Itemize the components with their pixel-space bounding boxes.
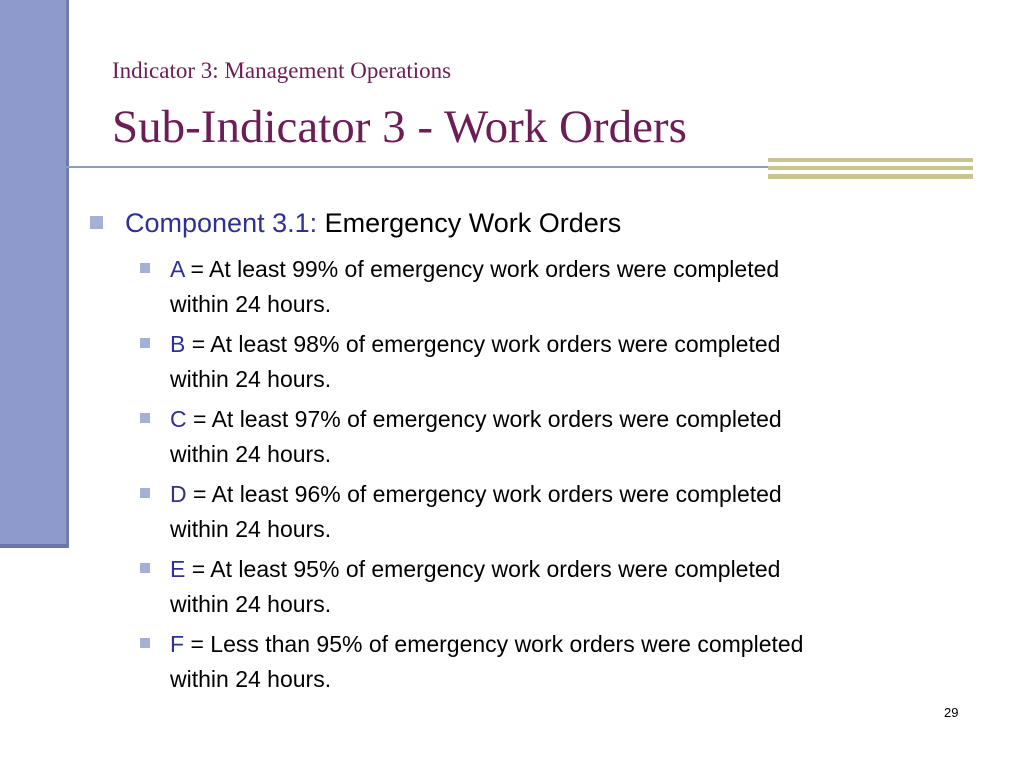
grade-letter: A bbox=[170, 256, 185, 282]
side-bar-decoration bbox=[0, 0, 66, 544]
grade-item bbox=[140, 402, 848, 472]
grade-item bbox=[140, 477, 848, 547]
side-bar-bottom-decoration bbox=[0, 544, 68, 548]
grade-separator: = bbox=[185, 331, 211, 357]
grade-text bbox=[170, 552, 830, 622]
component-name: Emergency Work Orders bbox=[324, 208, 622, 238]
square-bullet-icon bbox=[140, 413, 150, 423]
component-item bbox=[88, 204, 848, 242]
grade-letter: E bbox=[170, 556, 186, 582]
square-bullet-icon bbox=[140, 488, 150, 498]
grade-description: Less than 95% of emergency work orders were completed within 24 hours. bbox=[170, 631, 804, 692]
grade-text bbox=[170, 252, 830, 322]
square-bullet-icon bbox=[140, 338, 150, 348]
grade-separator: = bbox=[184, 256, 210, 282]
grade-description: At least 96% of emergency work orders were completed within 24 hours. bbox=[170, 481, 782, 542]
grade-letter: C bbox=[170, 406, 187, 432]
grade-description: At least 97% of emergency work orders were completed within 24 hours. bbox=[170, 406, 782, 467]
title-divider-accent bbox=[768, 158, 973, 179]
grade-item bbox=[140, 327, 848, 397]
grade-item bbox=[140, 627, 848, 697]
page-number: 29 bbox=[944, 705, 959, 720]
grade-item bbox=[140, 252, 848, 322]
grade-description: At least 99% of emergency work orders were completed within 24 hours. bbox=[170, 256, 780, 317]
grade-text bbox=[170, 327, 830, 397]
square-bullet-icon bbox=[140, 563, 150, 573]
component-heading bbox=[125, 204, 621, 242]
slide-title: Sub-Indicator 3 - Work Orders bbox=[112, 101, 687, 153]
grade-separator: = bbox=[186, 406, 212, 432]
grade-text bbox=[170, 477, 830, 547]
grade-text bbox=[170, 402, 830, 472]
slide-subtitle: Indicator 3: Management Operations bbox=[112, 58, 452, 83]
grade-text bbox=[170, 627, 830, 697]
grade-letter: B bbox=[170, 331, 186, 357]
square-bullet-icon bbox=[90, 216, 103, 229]
side-bar-edge-decoration bbox=[66, 0, 69, 548]
grade-separator: = bbox=[184, 631, 211, 657]
grade-letter: D bbox=[170, 481, 187, 507]
grade-separator: = bbox=[186, 481, 212, 507]
grade-description: At least 98% of emergency work orders were completed within 24 hours. bbox=[170, 331, 781, 392]
square-bullet-icon bbox=[140, 638, 150, 648]
slide-content bbox=[88, 204, 848, 702]
component-label: Component 3.1: bbox=[125, 208, 318, 238]
grade-item bbox=[140, 552, 848, 622]
grade-description: At least 95% of emergency work orders were completed within 24 hours. bbox=[170, 556, 781, 617]
grade-letter: F bbox=[170, 631, 185, 657]
grade-list bbox=[140, 252, 848, 697]
grade-separator: = bbox=[185, 556, 211, 582]
square-bullet-icon bbox=[140, 263, 150, 273]
